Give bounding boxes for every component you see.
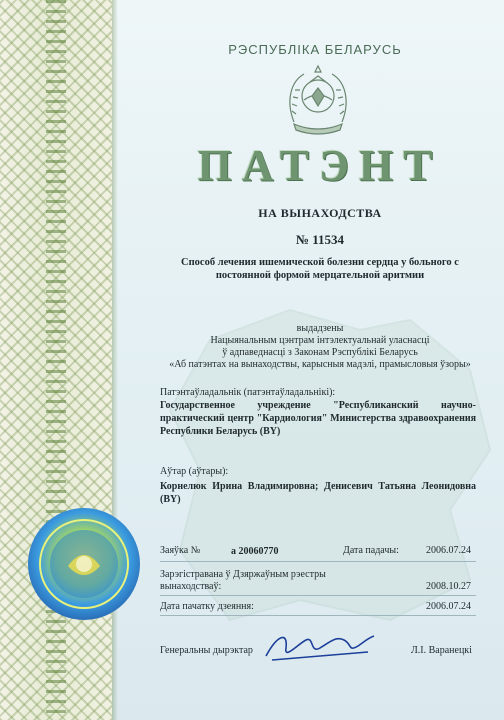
start-date-label: Дата пачатку дзеяння: xyxy=(160,601,254,612)
issued-by-block xyxy=(140,323,500,371)
issued-line: «Аб патэнтах на вынаходствы, карысныя мадэлі, прамысловыя ўзоры» xyxy=(169,359,471,370)
start-date-value: 2006.07.24 xyxy=(426,601,471,612)
patent-holder-value: Государственное учреждение "Республиканский научно-практический центр "Кардиология" Министерства здравоохранения Республики Беларусь (BY) xyxy=(160,400,476,437)
filing-date-value: 2006.07.24 xyxy=(426,545,471,556)
authors-value: Корнелюк Ирина Владимировна; Денисевич Татьяна Леонидовна (BY) xyxy=(160,481,476,505)
document-title: ПАТЭНТ xyxy=(197,141,443,190)
state-emblem-icon xyxy=(284,62,352,136)
director-title: Генеральны дырэктар xyxy=(160,645,253,656)
application-number-value: а 20060770 xyxy=(231,546,279,557)
patent-number: № 11534 xyxy=(295,232,345,247)
invention-name: Способ лечения ишемической болезни сердца у больного с постоянной формой мерцательной аритмии xyxy=(181,257,459,281)
divider xyxy=(160,615,476,616)
hologram-seal-icon xyxy=(26,506,142,622)
registered-label: Зарэгістравана ў Дзяржаўным рэестры вынаходстваў: xyxy=(160,569,326,592)
filing-date-label: Дата падачы: xyxy=(343,545,399,556)
issued-line: Нацыянальным цэнтрам інтэлектуальнай уласнасці xyxy=(210,335,430,346)
director-name: Л.І. Варанецкі xyxy=(411,645,472,656)
signature-icon xyxy=(258,626,378,666)
divider xyxy=(160,561,476,562)
republic-heading: РЭСПУБЛІКА БЕЛАРУСЬ xyxy=(228,42,402,57)
authors-label: Аўтар (аўтары): xyxy=(160,466,229,477)
divider xyxy=(160,595,476,596)
patent-holder-label: Патэнтаўладальнік (патэнтаўладальнікі): xyxy=(160,387,336,398)
document-subtitle: НА ВЫНАХОДСТВА xyxy=(258,206,382,220)
registered-date-value: 2008.10.27 xyxy=(426,581,471,592)
issued-line: ў адпаведнасці з Законам Рэспублікі Беларусь xyxy=(222,347,418,358)
application-number-label: Заяўка № xyxy=(160,545,201,556)
issued-line: выдадзены xyxy=(296,323,344,334)
